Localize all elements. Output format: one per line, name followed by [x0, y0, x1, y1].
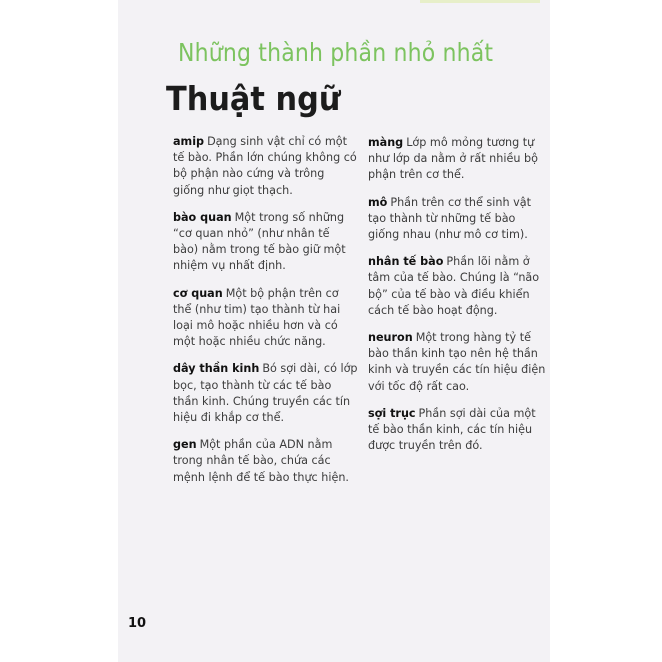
glossary-entry-bao-quan	[173, 210, 358, 275]
glossary-entry-co-quan	[173, 286, 358, 351]
glossary-definition: Phần sợi dài của một tế bào thần kinh, các tín hiệu được truyền trên đó.	[368, 406, 536, 453]
section-subtitle: Những thành phần nhỏ nhất	[178, 38, 494, 67]
glossary-entry-day-than-kinh	[173, 361, 358, 426]
glossary-definition: Một trong hàng tỷ tế bào thần kinh tạo nên hệ thần kinh và truyền các tín hiệu điện với tốc độ rất cao.	[368, 331, 546, 393]
glossary-entry-gen	[173, 437, 358, 486]
glossary-term: sợi trục	[368, 406, 416, 420]
glossary-column-left	[173, 134, 358, 497]
page-number: 10	[128, 616, 147, 631]
glossary-term: bào quan	[173, 210, 232, 224]
glossary-entry-mo	[368, 195, 548, 244]
glossary-entry-soi-truc	[368, 406, 548, 455]
glossary-term: mô	[368, 195, 388, 209]
glossary-term: cơ quan	[173, 286, 223, 300]
glossary-entry-nhan-te-bao	[368, 254, 548, 319]
glossary-column-right	[368, 135, 548, 465]
glossary-entry-neuron	[368, 330, 548, 395]
glossary-term: nhân tế bào	[368, 255, 444, 269]
glossary-definition: Dạng sinh vật chỉ có một tế bào. Phần lớn chúng không có bộ phận nào cứng và trông giống như giọt thạch.	[173, 135, 357, 197]
glossary-definition: Phần lõi nằm ở tâm của tế bào. Chúng là “não bộ” của tế bào và điều khiển cách tế bào hoạt động.	[368, 255, 540, 317]
top-accent-strip	[420, 0, 540, 3]
glossary-term: gen	[173, 438, 197, 452]
glossary-definition: Phần trên cơ thể sinh vật tạo thành từ những tế bào giống nhau (như mô cơ tim).	[368, 195, 531, 242]
glossary-definition: Một phần của ADN nằm trong nhân tế bào, chứa các mệnh lệnh để tế bào thực hiện.	[173, 438, 349, 484]
glossary-entry-amip	[173, 134, 358, 199]
glossary-definition: Một bộ phận trên cơ thể (như tim) tạo thành từ hai loại mô hoặc nhiều hơn và có một hoặc nhiều chức năng.	[173, 286, 341, 349]
glossary-definition: Một trong số những “cơ quan nhỏ” (như nhân tế bào) nằm trong tế bào giữ một nhiệm vụ nhất định.	[173, 210, 346, 273]
glossary-entry-mang	[368, 135, 548, 184]
glossary-term: dây thần kinh	[173, 362, 260, 376]
glossary-definition: Bó sợi dài, có lớp bọc, tạo thành từ các tế bào thần kinh. Chúng truyền các tín hiệu đi khắp cơ thể.	[173, 362, 358, 425]
glossary-term: neuron	[368, 331, 413, 345]
glossary-definition: Lớp mô mỏng tương tự như lớp da nằm ở rất nhiều bộ phận trên cơ thể.	[368, 136, 538, 182]
glossary-term: màng	[368, 136, 404, 149]
glossary-term: amip	[173, 135, 205, 148]
page-title: Thuật ngữ	[166, 79, 341, 118]
